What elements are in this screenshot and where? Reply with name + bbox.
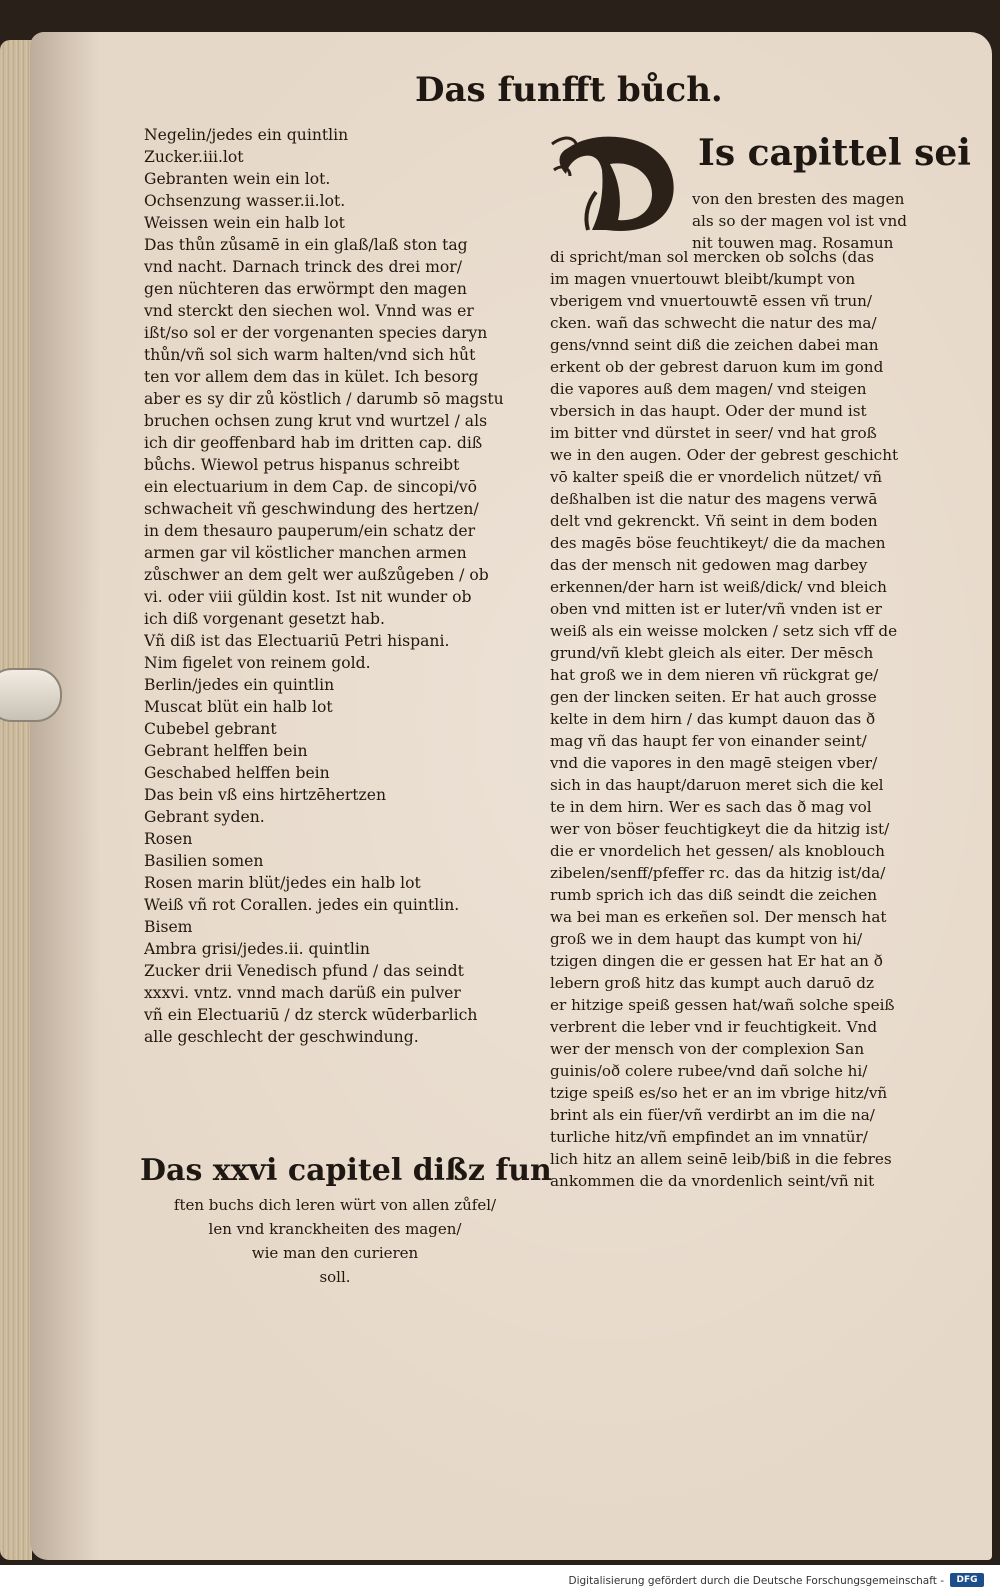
text-line: zibelen/senff/pfeffer rc. das da hitzig ist/da/ bbox=[550, 864, 886, 882]
text-line: weiß als ein weisse molcken / setz sich vff de bbox=[550, 622, 898, 640]
text-line: xxxvi. vntz. vnnd mach darüß ein pulver bbox=[144, 984, 461, 1002]
text-line: vnd nacht. Darnach trinck des drei mor/ bbox=[144, 258, 462, 276]
text-line: das der mensch nit gedowen mag darbey bbox=[550, 556, 868, 574]
text-line: erkent ob der gebrest daruon kum im gond bbox=[550, 358, 884, 376]
text-line: er hitzige speiß gessen hat/wañ solche speiß bbox=[550, 996, 895, 1014]
text-line: wa bei man es erkeñen sol. Der mensch hat bbox=[550, 908, 887, 926]
text-line: sich in das haupt/daruon meret sich die kel bbox=[550, 776, 884, 794]
text-line: vnd die vapores in den magē steigen vber/ bbox=[550, 754, 878, 772]
text-line: te in dem hirn. Wer es sach das ð mag vol bbox=[550, 798, 872, 816]
text-line: delt vnd gekrenckt. Vñ seint in dem boden bbox=[550, 512, 878, 530]
left-column bbox=[144, 124, 529, 1048]
gutter-shadow bbox=[30, 32, 100, 1560]
chapter-subheading-line: ften buchs dich leren würt von allen zůfel/ bbox=[173, 1196, 497, 1214]
chapter-subheading-line: len vnd kranckheiten des magen/ bbox=[208, 1220, 462, 1238]
text-line: vberigem vnd vnuertouwtē essen vñ trun/ bbox=[550, 292, 873, 310]
text-line: vnd sterckt den siechen wol. Vnnd was er bbox=[144, 302, 474, 320]
text-line: Das bein vß eins hirtzēhertzen bbox=[144, 786, 387, 804]
chapter-subheading bbox=[140, 1193, 530, 1289]
text-line: Berlin/jedes ein quintlin bbox=[144, 676, 335, 694]
text-line: Geschabed helffen bein bbox=[144, 764, 330, 782]
text-line: Das thůn zůsamē in ein glaß/laß ston tag bbox=[144, 236, 468, 254]
text-line: guinis/oð colere rubee/vnd dañ solche hi/ bbox=[550, 1062, 868, 1080]
text-line: cken. wañ das schwecht die natur des ma/ bbox=[550, 314, 877, 332]
text-line: ten vor allem dem das in kület. Ich besorg bbox=[144, 368, 479, 386]
text-line: Vñ diß ist das Electuariū Petri hispani. bbox=[144, 632, 450, 650]
text-line: ein electuarium in dem Cap. de sincopi/vō bbox=[144, 478, 478, 496]
text-line: die vapores auß dem magen/ vnd steigen bbox=[550, 380, 867, 398]
text-line: ankommen die da vnordenlich seint/vñ nit bbox=[550, 1172, 875, 1190]
text-line: Negelin/jedes ein quintlin bbox=[144, 126, 349, 144]
text-line: des magēs böse feuchtikeyt/ die da machen bbox=[550, 534, 886, 552]
text-line: tzigen dingen die er gessen hat Er hat an ð bbox=[550, 952, 883, 970]
text-line: Basilien somen bbox=[144, 852, 264, 870]
text-line: wer der mensch von der complexion San bbox=[550, 1040, 865, 1058]
dfg-logo: DFG bbox=[950, 1573, 984, 1587]
text-line: vō kalter speiß die er vnordelich nützet/ vñ bbox=[550, 468, 883, 486]
text-line: ich dir geoffenbard hab im dritten cap. diß bbox=[144, 434, 483, 452]
text-line: vbersich in das haupt. Oder der mund ist bbox=[550, 402, 867, 420]
text-line: Zucker drii Venedisch pfund / das seindt bbox=[144, 962, 464, 980]
text-line: oben vnd mitten ist er luter/vñ vnden ist er bbox=[550, 600, 882, 618]
text-line: grund/vñ klebt gleich als eiter. Der mēsch bbox=[550, 644, 874, 662]
text-line: mag vñ das haupt fer von einander seint/ bbox=[550, 732, 867, 750]
text-line: die er vnordelich het gessen/ als knoblouch bbox=[550, 842, 885, 860]
decorated-initial-icon bbox=[548, 130, 688, 240]
text-line: Gebrant syden. bbox=[144, 808, 265, 826]
text-line: im magen vnuertouwt bleibt/kumpt von bbox=[550, 270, 856, 288]
text-line: Gebrant helffen bein bbox=[144, 742, 308, 760]
text-line: gens/vnnd seint diß die zeichen dabei man bbox=[550, 336, 879, 354]
text-line: deßhalben ist die natur des magens verwā bbox=[550, 490, 878, 508]
text-line: brint als ein füer/vñ verdirbt an im die na/ bbox=[550, 1106, 875, 1124]
text-line: von den bresten des magen bbox=[692, 190, 905, 208]
right-column-top bbox=[692, 188, 942, 254]
text-line: armen gar vil köstlicher manchen armen bbox=[144, 544, 467, 562]
text-line: verbrent die leber vnd ir feuchtigkeit. Vnd bbox=[550, 1018, 878, 1036]
page-stack-edge bbox=[0, 40, 32, 1560]
chapter-subheading-line: wie man den curieren bbox=[251, 1244, 419, 1262]
right-column bbox=[550, 246, 942, 1192]
text-line: di spricht/man sol mercken ob solchs (das bbox=[550, 248, 875, 266]
text-line: erkennen/der harn ist weiß/dick/ vnd bleich bbox=[550, 578, 887, 596]
text-line: im bitter vnd dürstet in seer/ vnd hat groß bbox=[550, 424, 877, 442]
running-title: Das funfft bůch. bbox=[415, 70, 723, 110]
page-clip-icon bbox=[0, 668, 62, 722]
text-line: als so der magen vol ist vnd bbox=[692, 212, 907, 230]
text-line: Rosen bbox=[144, 830, 193, 848]
chapter-subheading-line: soll. bbox=[319, 1268, 351, 1286]
text-line: bruchen ochsen zung krut vnd wurtzel / als bbox=[144, 412, 488, 430]
chapter-title-right: Is capittel sei bbox=[698, 132, 971, 174]
text-line: wer von böser feuchtigkeyt die da hitzig ist/ bbox=[550, 820, 890, 838]
text-line: turliche hitz/vñ empfindet an im vnnatür/ bbox=[550, 1128, 868, 1146]
text-line: Bisem bbox=[144, 918, 193, 936]
text-line: lebern groß hitz das kumpt auch daruō dz bbox=[550, 974, 874, 992]
text-line: alle geschlecht der geschwindung. bbox=[144, 1028, 419, 1046]
text-line: rumb sprich ich das diß seindt die zeichen bbox=[550, 886, 878, 904]
funding-note: Digitalisierung gefördert durch die Deutsche Forschungsgemeinschaft - bbox=[568, 1575, 944, 1587]
text-line: ich diß vorgenant gesetzt hab. bbox=[144, 610, 385, 628]
text-line: ißt/so sol er der vorgenanten species daryn bbox=[144, 324, 488, 342]
text-line: we in den augen. Oder der gebrest geschicht bbox=[550, 446, 899, 464]
chapter-heading: Das xxvi capitel dißz fun bbox=[140, 1153, 552, 1188]
text-line: Zucker.iii.lot bbox=[144, 148, 244, 166]
text-line: in dem thesauro pauperum/ein schatz der bbox=[144, 522, 476, 540]
text-line: Cubebel gebrant bbox=[144, 720, 277, 738]
text-line: zůschwer an dem gelt wer außzůgeben / ob bbox=[144, 566, 489, 584]
text-line: aber es sy dir zů köstlich / darumb sō magstu bbox=[144, 390, 504, 408]
text-line: vñ ein Electuariū / dz sterck wūderbarlich bbox=[144, 1006, 478, 1024]
text-line: Muscat blüt ein halb lot bbox=[144, 698, 333, 716]
text-line: Ambra grisi/jedes.ii. quintlin bbox=[144, 940, 370, 958]
text-line: bůchs. Wiewol petrus hispanus schreibt bbox=[144, 456, 460, 474]
text-line: Nim figelet von reinem gold. bbox=[144, 654, 371, 672]
text-line: tzige speiß es/so het er an im vbrige hitz/vñ bbox=[550, 1084, 888, 1102]
text-line: Rosen marin blüt/jedes ein halb lot bbox=[144, 874, 421, 892]
text-line: hat groß we in dem nieren vñ rückgrat ge/ bbox=[550, 666, 879, 684]
text-line: kelte in dem hirn / das kumpt dauon das ð bbox=[550, 710, 876, 728]
text-line: gen der lincken seiten. Er hat auch grosse bbox=[550, 688, 877, 706]
text-line: thůn/vñ sol sich warm halten/vnd sich hůt bbox=[144, 346, 476, 364]
text-line: nit touwen mag. Rosamun bbox=[692, 234, 894, 252]
text-line: groß we in dem haupt das kumpt von hi/ bbox=[550, 930, 863, 948]
text-line: vi. oder viii güldin kost. Ist nit wunder ob bbox=[144, 588, 472, 606]
text-line: Weissen wein ein halb lot bbox=[144, 214, 345, 232]
text-line: schwacheit vñ geschwindung des hertzen/ bbox=[144, 500, 479, 518]
text-line: Ochsenzung wasser.ii.lot. bbox=[144, 192, 346, 210]
text-line: Gebranten wein ein lot. bbox=[144, 170, 331, 188]
text-line: lich hitz an allem seinē leib/biß in die febres bbox=[550, 1150, 892, 1168]
text-line: Weiß vñ rot Corallen. jedes ein quintlin. bbox=[144, 896, 460, 914]
text-line: gen nüchteren das erwörmpt den magen bbox=[144, 280, 467, 298]
